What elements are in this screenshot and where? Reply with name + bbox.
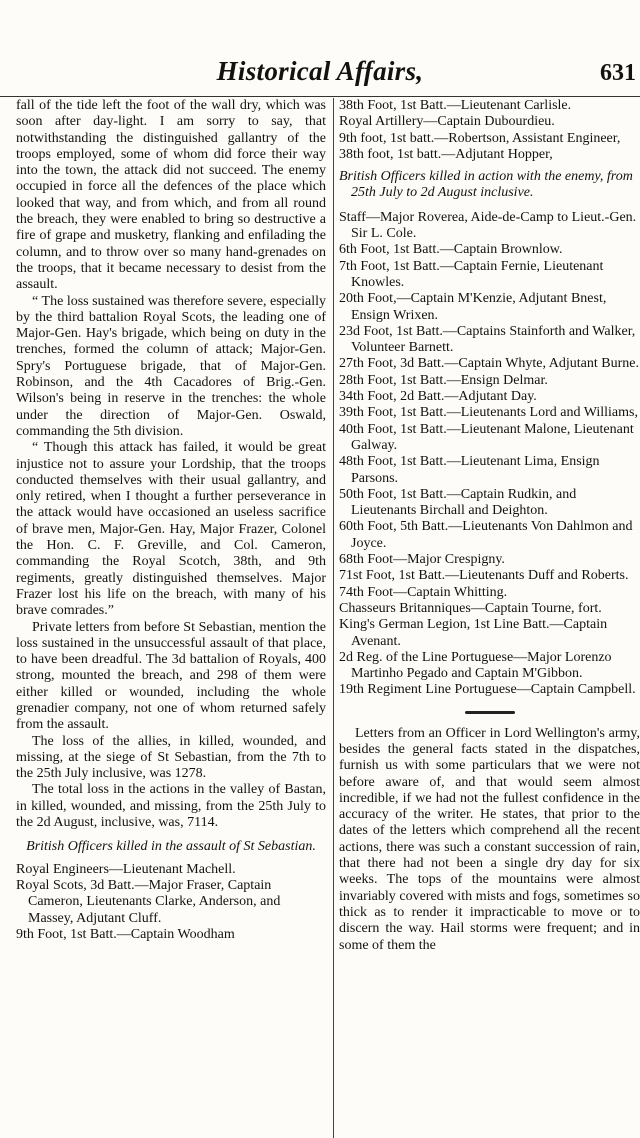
list-item: 20th Foot,—Captain M'Kenzie, Adjutant Bnest, Ensign Wrixen. [339, 291, 607, 323]
list-item: 6th Foot, 1st Batt.—Captain Brownlow. [339, 242, 563, 258]
list-item: Chasseurs Britanniques—Captain Tourne, fort. [339, 600, 602, 616]
running-title: Historical Affairs, [216, 56, 424, 86]
list-item: Staff—Major Roverea, Aide-de-Camp to Lieut.-Gen. Sir L. Cole. [339, 209, 637, 242]
list-item: 2d Reg. of the Line Portuguese—Major Lorenzo Martinho Pegado and Captain M'Gibbon. [339, 649, 612, 682]
list-item: 74th Foot—Captain Whitting. [339, 584, 508, 600]
list-item: 9th Foot, 1st Batt.—Captain Woodham [16, 926, 235, 942]
page-number: 631 [600, 60, 636, 86]
page-header [0, 0, 640, 100]
list-item: Royal Scots, 3d Batt.—Major Fraser, Captain Cameron, Lieutenants Clarke, Anderson, and Massey, Adjutant Cluff. [16, 877, 281, 926]
paragraph: “ The loss sustained was therefore severe, especially by the third battalion Royal Scots, the leading one of Major-Gen. Hay's brigade, which being on duty in the trenches, formed the column of attack; Major-Gen. Spry's Portuguese brigade, that of Major-Gen. Robinson, and the 4th Cacadores of Brig.-Gen. Wilson's being in reserve in the trenches: the whole under the direction of Major-Gen. Oswald, commanding the 5th division. [16, 293, 326, 439]
list-item: Royal Engineers—Lieutenant Machell. [16, 861, 236, 877]
list-item: 7th Foot, 1st Batt.—Captain Fernie, Lieutenant Knowles. [339, 258, 604, 290]
list-item: 38th foot, 1st batt.—Adjutant Hopper, [339, 146, 553, 162]
header-rule [0, 96, 640, 97]
list-item: 23d Foot, 1st Batt.—Captains Stainforth and Walker, Volunteer Barnett. [339, 323, 636, 356]
section-heading: British Officers killed in the assault of St Sebastian. [26, 839, 316, 855]
list-item: 38th Foot, 1st Batt.—Lieutenant Carlisle. [339, 98, 572, 113]
list-item: 40th Foot, 1st Batt.—Lieutenant Malone, Lieutenant Galway. [339, 421, 634, 453]
list-item: 9th foot, 1st batt.—Robertson, Assistant Engineer, [339, 130, 621, 146]
column-divider [333, 98, 334, 1138]
list-item: 27th Foot, 3d Batt.—Captain Whyte, Adjutant Burne. [339, 356, 639, 372]
list-item: King's German Legion, 1st Line Batt.—Captain Avenant. [339, 617, 608, 649]
paragraph: fall of the tide left the foot of the wall dry, which was soon after day-light. I am sorry to say, that notwithstanding the distinguished gallantry of the troops employed, some of whom did force their way into the town, the attack did not succeed. The enemy occupied in force all the defences of the place which looked that way, and from which, and from all round the breach, they were enabled to bring so destructive a fire of grape and musketry, flanking and enfilading the column, and to throw over so many hand-grenades on the troops, that it became necessary to desist from the assault. [16, 98, 326, 293]
ornamental-divider [465, 711, 515, 714]
list-item: Royal Artillery—Captain Dubourdieu. [339, 114, 555, 130]
list-item: 71st Foot, 1st Batt.—Lieutenants Duff and Roberts. [339, 568, 629, 584]
list-item: 28th Foot, 1st Batt.—Ensign Delmar. [339, 372, 548, 388]
section-heading: British Officers killed in action with the enemy, from 25th July to 2d August inclusive. [339, 169, 633, 201]
list-item: 60th Foot, 5th Batt.—Lieutenants Von Dahlmon and Joyce. [339, 519, 633, 551]
paragraph: “ Though this attack has failed, it would be great injustice not to assure your Lordship, that the troops conducted themselves with their usual gallantry, and only retired, when I thought a further perseverance in the attack would have occasioned an useless sacrifice of brave men, Major-Gen. Hay, Major Frazer, Colonel the Hon. C. F. Greville, and Col. Cameron, commanding the Royal Scotch, 38th, and 9th regiments, greatly distinguished themselves. Major Frazer lost his life on the breach, with many of his brave comrades.” [16, 440, 326, 619]
list-item: 50th Foot, 1st Batt.—Captain Rudkin, and Lieutenants Birchall and Deighton. [339, 486, 577, 519]
paragraph: The loss of the allies, in killed, wounded, and missing, at the siege of St Sebastian, from the 7th to the 25th July inclusive, was 1278. [16, 733, 326, 782]
list-item: 48th Foot, 1st Batt.—Lieutenant Lima, Ensign Parsons. [339, 454, 600, 486]
paragraph: Private letters from before St Sebastian, mention the loss sustained in the unsuccessful assault of that place, to have been dreadful. The 3d battalion of Royals, 400 strong, mounted the breach, and 298 of them were either killed or wounded, including the whole grenadier company, not one of whom returned safely from the assault. [16, 619, 326, 733]
list-item: 68th Foot—Major Crespigny. [339, 552, 505, 568]
list-item: 34th Foot, 2d Batt.—Adjutant Day. [339, 389, 537, 405]
right-column [339, 98, 640, 1138]
list-item: 39th Foot, 1st Batt.—Lieutenants Lord and Williams, [339, 405, 638, 421]
paragraph: Letters from an Officer in Lord Wellington's army, besides the general facts stated in the dispatches, furnish us with some particulars that we were not before aware of, and that would seem almost incredible, if we had not the fullest confidence in the accuracy of the writer. He states, that prior to the dates of the letters which comprehend all the recent actions, there was such a constant succession of rain, that there had not been a single dry day for six weeks. The tops of the mountains were almost invariably covered with mists and fogs, sometimes so thick as to render it impracticable to move or to discern the way. Hail storms were frequent; and in some of them the [339, 725, 640, 953]
left-column [16, 98, 326, 1138]
list-item: 19th Regiment Line Portuguese—Captain Campbell. [339, 682, 636, 698]
paragraph: The total loss in the actions in the valley of Bastan, in killed, wounded, and missing, from the 25th July to the 2d August, inclusive, was, 7114. [16, 782, 326, 831]
